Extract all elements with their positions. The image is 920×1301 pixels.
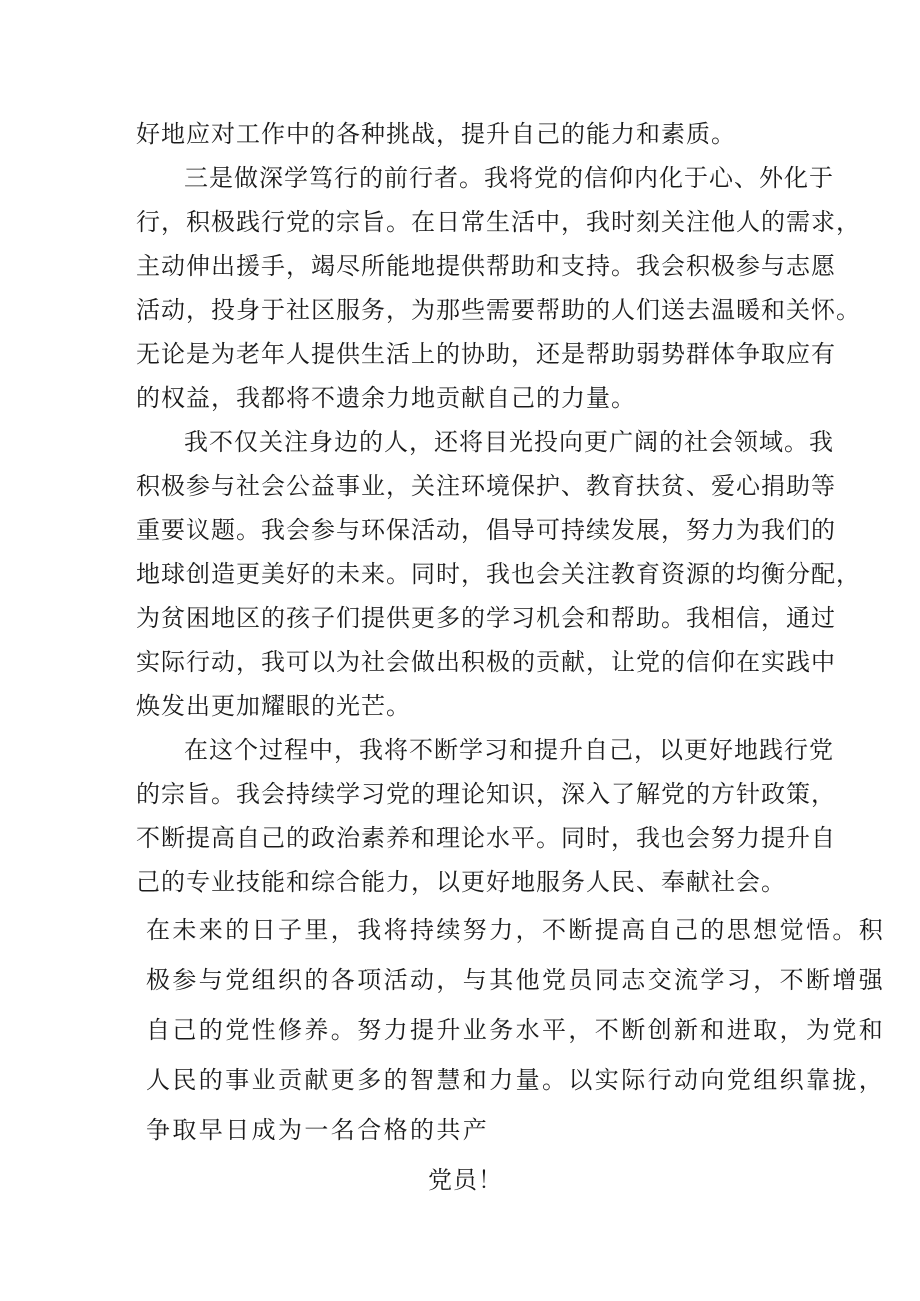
text-line: 无论是为老年人提供生活上的协助，还是帮助弱势群体争取应有 [136, 340, 836, 368]
text-line: 不断提高自己的政治素养和理论水平。同时，我也会努力提升自 [136, 824, 836, 852]
text-line: 我不仅关注身边的人，还将目光投向更广阔的社会领域。我 [184, 428, 834, 456]
text-line: 的权益，我都将不遗余力地贡献自己的力量。 [136, 384, 636, 412]
text-line: 好地应对工作中的各种挑战，提升自己的能力和素质。 [136, 120, 736, 148]
text-line: 自己的党性修养。努力提升业务水平，不断创新和进取，为党和 [146, 1016, 886, 1044]
text-line: 争取早日成为一名合格的共产 [146, 1116, 490, 1144]
closing-text: 党员！ [428, 1166, 503, 1194]
text-line: 积极参与社会公益事业，关注环境保护、教育扶贫、爱心捐助等 [136, 472, 836, 500]
text-line: 的宗旨。我会持续学习党的理论知识，深入了解党的方针政策， [136, 780, 836, 808]
text-line: 人民的事业贡献更多的智慧和力量。以实际行动向党组织靠拢， [146, 1066, 886, 1094]
text-line: 在未来的日子里，我将持续努力，不断提高自己的思想觉悟。积 [146, 916, 886, 944]
text-line: 极参与党组织的各项活动，与其他党员同志交流学习，不断增强 [146, 966, 886, 994]
text-line: 焕发出更加耀眼的光芒。 [136, 692, 411, 720]
text-line: 重要议题。我会参与环保活动，倡导可持续发展，努力为我们的 [136, 516, 836, 544]
text-line: 主动伸出援手，竭尽所能地提供帮助和支持。我会积极参与志愿 [136, 252, 836, 280]
text-line: 在这个过程中，我将不断学习和提升自己，以更好地践行党 [184, 736, 834, 764]
text-line: 地球创造更美好的未来。同时，我也会关注教育资源的均衡分配， [136, 560, 861, 588]
text-line: 己的专业技能和综合能力，以更好地服务人民、奉献社会。 [136, 868, 786, 896]
text-line: 为贫困地区的孩子们提供更多的学习机会和帮助。我相信，通过 [136, 604, 836, 632]
text-line: 三是做深学笃行的前行者。我将党的信仰内化于心、外化于 [184, 164, 834, 192]
text-line: 行，积极践行党的宗旨。在日常生活中，我时刻关注他人的需求， [136, 208, 861, 236]
text-line: 活动，投身于社区服务，为那些需要帮助的人们送去温暖和关怀。 [136, 296, 861, 324]
text-line: 实际行动，我可以为社会做出积极的贡献，让党的信仰在实践中 [136, 648, 836, 676]
